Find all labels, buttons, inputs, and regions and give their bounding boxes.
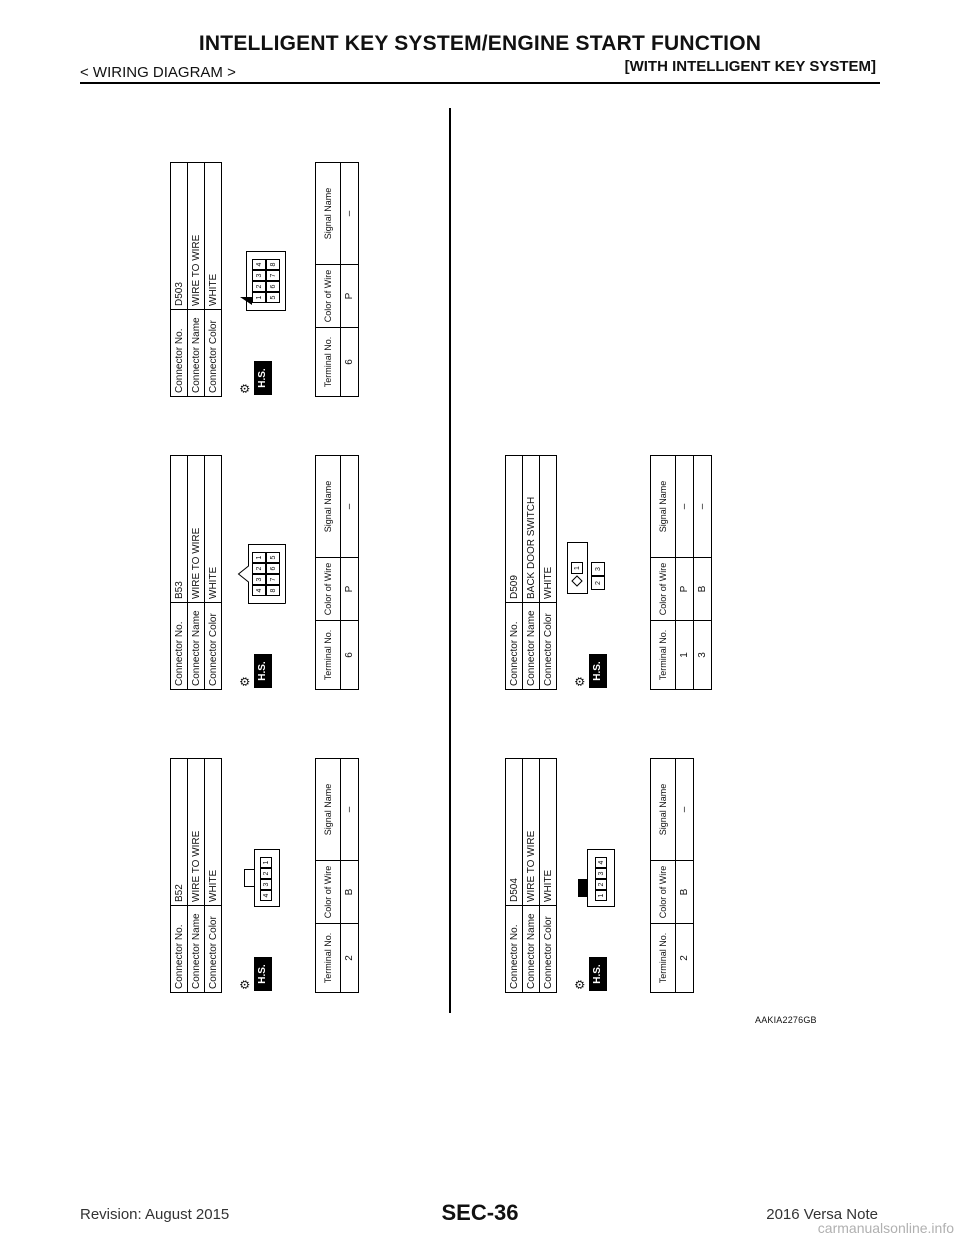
harness-side-icon: ⚙: [238, 383, 252, 394]
signal-name-header: Signal Name: [316, 759, 341, 861]
harness-side-icon: ⚙: [238, 979, 252, 990]
watermark: carmanualsonline.info: [817, 1220, 954, 1236]
terminal-table: [315, 162, 359, 397]
pin: 6: [266, 281, 280, 292]
page-title: INTELLIGENT KEY SYSTEM/ENGINE START FUNCTION: [198, 32, 762, 55]
pin: 5: [266, 552, 280, 563]
terminal-no-header: Terminal No.: [316, 328, 341, 397]
wire-color-header: Color of Wire: [651, 861, 676, 924]
connector-info-table: [505, 758, 557, 993]
pin: 7: [266, 270, 280, 281]
pin: 6: [266, 563, 280, 574]
harness-side-icon: ⚙: [238, 676, 252, 687]
hs-badge: H.S.: [254, 654, 272, 688]
signal-name-cell: –: [341, 456, 359, 558]
wire-color-cell: P: [341, 265, 359, 328]
section-label: < WIRING DIAGRAM >: [80, 64, 236, 81]
table-row: [676, 759, 694, 993]
signal-name-header: Signal Name: [651, 759, 676, 861]
wire-color-header: Color of Wire: [316, 861, 341, 924]
signal-name-cell: –: [694, 456, 712, 558]
connector-face: [242, 849, 280, 907]
pin: 1: [252, 292, 266, 303]
connector-name-value: WIRE TO WIRE: [523, 759, 540, 906]
pin: 1: [595, 890, 607, 901]
signal-name-header: Signal Name: [651, 456, 676, 558]
hs-icon: [573, 957, 607, 991]
pin: 7: [266, 574, 280, 585]
connector-info-table: [170, 758, 222, 993]
connector-face: [236, 544, 286, 604]
wire-color-cell: P: [676, 558, 694, 621]
connector-info-table: [170, 162, 222, 397]
signal-name-cell: –: [676, 759, 694, 861]
terminal-no-cell: 3: [694, 621, 712, 690]
connector-name-label: Connector Name: [188, 906, 205, 993]
wire-color-cell: B: [694, 558, 712, 621]
hs-icon: [238, 957, 272, 991]
pin: 3: [252, 574, 266, 585]
connector-face: [567, 542, 623, 594]
revision-label: Revision: August 2015: [80, 1206, 230, 1223]
connector-block-d503: [170, 162, 360, 397]
terminal-no-cell: 1: [676, 621, 694, 690]
wire-color-header: Color of Wire: [316, 558, 341, 621]
connector-color-value: WHITE: [540, 759, 557, 906]
terminal-table: [650, 758, 694, 993]
connector-no-value: D504: [506, 759, 523, 906]
connector-block-d504: [505, 758, 695, 993]
pin: 5: [266, 292, 280, 303]
connector-name-label: Connector Name: [523, 906, 540, 993]
connector-name-value: WIRE TO WIRE: [188, 163, 205, 310]
pin: 2: [260, 868, 272, 879]
connector-face: [236, 251, 286, 311]
connector-color-label: Connector Color: [540, 603, 557, 690]
connector-block-b53: [170, 455, 360, 690]
connector-no-value: D509: [506, 456, 523, 603]
wire-color-header: Color of Wire: [316, 265, 341, 328]
hs-badge: H.S.: [589, 654, 607, 688]
connector-name-value: BACK DOOR SWITCH: [523, 456, 540, 603]
pin: 1: [252, 552, 266, 563]
wire-color-cell: B: [341, 861, 359, 924]
connector-no-value: B53: [171, 456, 188, 603]
connector-no-label: Connector No.: [171, 310, 188, 397]
terminal-no-cell: 6: [341, 621, 359, 690]
connector-color-value: WHITE: [540, 456, 557, 603]
connector-no-label: Connector No.: [171, 906, 188, 993]
connector-name-label: Connector Name: [523, 603, 540, 690]
terminal-no-header: Terminal No.: [316, 621, 341, 690]
table-row: [694, 456, 712, 690]
terminal-no-header: Terminal No.: [316, 924, 341, 993]
connector-info-table: [505, 455, 557, 690]
hs-icon: [238, 361, 272, 395]
pin: 8: [266, 259, 280, 270]
connector-color-label: Connector Color: [205, 310, 222, 397]
table-row: [341, 759, 359, 993]
connector-face: [575, 849, 615, 907]
connector-color-label: Connector Color: [205, 906, 222, 993]
terminal-table: [650, 455, 712, 690]
pin: 3: [595, 868, 607, 879]
pin: 4: [252, 259, 266, 270]
table-row: [341, 163, 359, 397]
hs-icon: [573, 654, 607, 688]
wire-color-header: Color of Wire: [651, 558, 676, 621]
connector-name-value: WIRE TO WIRE: [188, 456, 205, 603]
terminal-no-header: Terminal No.: [651, 621, 676, 690]
terminal-no-cell: 2: [341, 924, 359, 993]
connector-color-value: WHITE: [205, 759, 222, 906]
pin: 2: [252, 281, 266, 292]
signal-name-cell: –: [341, 759, 359, 861]
connector-no-label: Connector No.: [171, 603, 188, 690]
terminal-table: [315, 455, 359, 690]
connector-name-value: WIRE TO WIRE: [188, 759, 205, 906]
table-row: [676, 456, 694, 690]
figure-code: AAKIA2276GB: [755, 1015, 817, 1025]
connector-block-b52: [170, 758, 360, 993]
pin: 4: [252, 585, 266, 596]
signal-name-cell: –: [341, 163, 359, 265]
signal-name-header: Signal Name: [316, 456, 341, 558]
connector-name-label: Connector Name: [188, 603, 205, 690]
hs-badge: H.S.: [589, 957, 607, 991]
connector-color-label: Connector Color: [205, 603, 222, 690]
wire-color-cell: P: [341, 558, 359, 621]
terminal-table: [315, 758, 359, 993]
connector-no-value: D503: [171, 163, 188, 310]
terminal-no-header: Terminal No.: [651, 924, 676, 993]
harness-side-icon: ⚙: [573, 979, 587, 990]
connector-info-table: [170, 455, 222, 690]
page-number: SEC-36: [441, 1200, 519, 1225]
harness-side-icon: ⚙: [573, 676, 587, 687]
pin: 4: [595, 857, 607, 868]
pin: 2: [252, 563, 266, 574]
hs-badge: H.S.: [254, 361, 272, 395]
connector-color-label: Connector Color: [540, 906, 557, 993]
signal-name-cell: –: [676, 456, 694, 558]
connector-block-d509: [505, 455, 708, 690]
variant-label: [WITH INTELLIGENT KEY SYSTEM]: [624, 58, 876, 75]
terminal-no-cell: 6: [341, 328, 359, 397]
column-divider: [449, 108, 451, 1013]
pin: 8: [266, 585, 280, 596]
connector-no-label: Connector No.: [506, 603, 523, 690]
connector-name-label: Connector Name: [188, 310, 205, 397]
terminal-no-cell: 2: [676, 924, 694, 993]
connector-color-value: WHITE: [205, 163, 222, 310]
pin: 2: [595, 879, 607, 890]
wire-color-cell: B: [676, 861, 694, 924]
connector-color-value: WHITE: [205, 456, 222, 603]
model-label: 2016 Versa Note: [766, 1206, 878, 1223]
connector-no-value: B52: [171, 759, 188, 906]
pin: 3: [591, 562, 605, 576]
pin: 2: [591, 576, 605, 590]
pin: 3: [260, 879, 272, 890]
pin: 4: [260, 890, 272, 901]
table-row: [341, 456, 359, 690]
signal-name-header: Signal Name: [316, 163, 341, 265]
hs-icon: [238, 654, 272, 688]
pin: 1: [571, 562, 583, 574]
connector-no-label: Connector No.: [506, 906, 523, 993]
hs-badge: H.S.: [254, 957, 272, 991]
pin: 3: [252, 270, 266, 281]
header-rule: [80, 82, 880, 84]
pin: 1: [260, 857, 272, 868]
